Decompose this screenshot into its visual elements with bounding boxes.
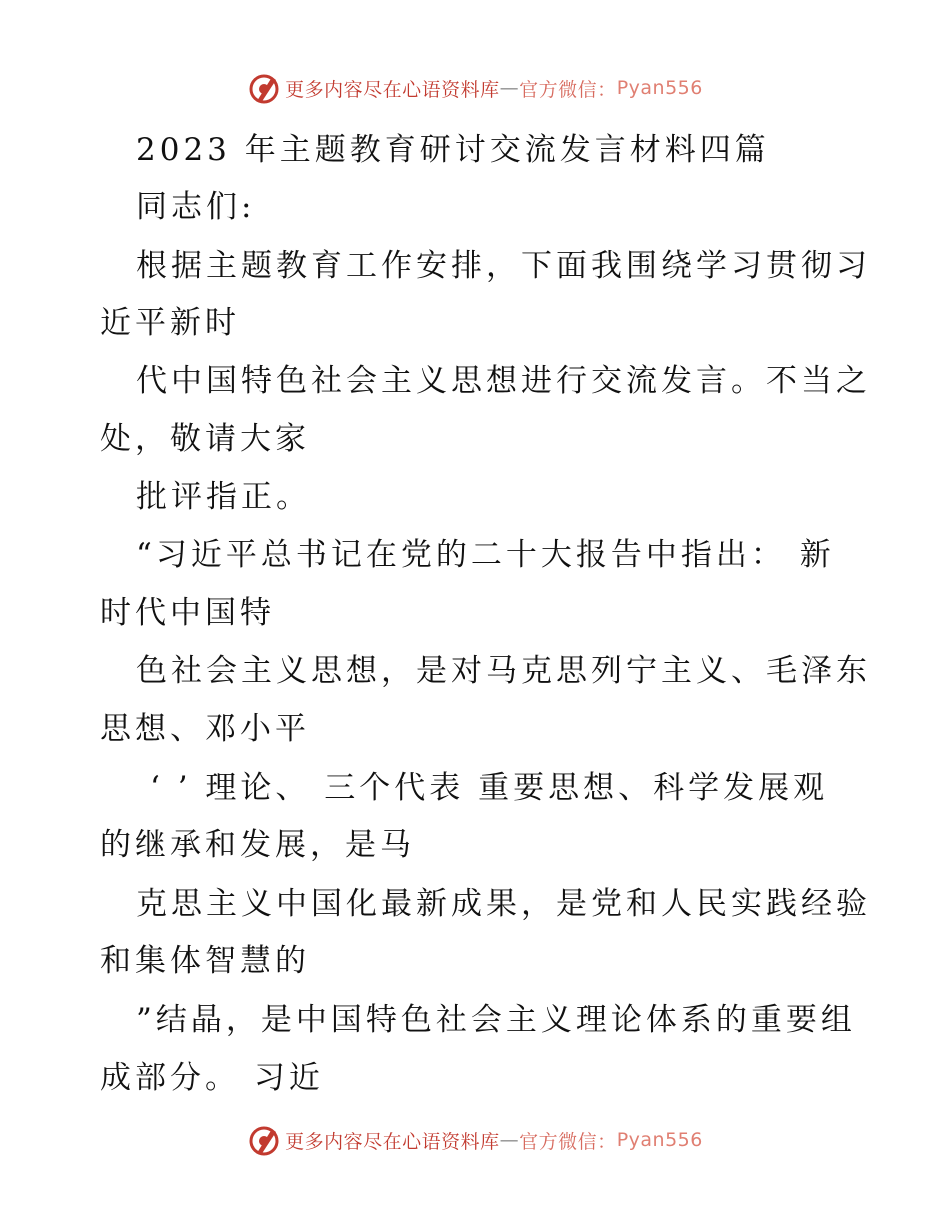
watermark-header [0,68,950,108]
paragraph-line: 处，敬请大家 [100,421,310,457]
watermark-brand: 更多内容尽在心语资料库 [285,78,500,101]
watermark-contact: 官方微信： [519,1130,617,1153]
watermark-wechat-id: Pyan556 [616,1129,703,1151]
watermark-wechat-id: Pyan556 [616,77,703,99]
pen-logo-icon [247,1123,281,1157]
watermark-footer [0,1120,950,1160]
watermark-separator: — [499,1129,520,1151]
paragraph-line: 色社会主义思想，是对马克思列宁主义、毛泽东 [136,653,871,689]
paragraph-line: 代中国特色社会主义思想进行交流发言。不当之 [136,363,871,399]
paragraph-line: 成部分。 习近 [100,1060,324,1096]
pen-logo-icon [247,71,281,105]
watermark-contact: 官方微信： [519,78,617,101]
paragraph-line: ‘ ’ 理论、 三个代表 重要思想、科学发展观 [150,770,829,806]
watermark-separator: — [499,77,520,99]
paragraph-line: ”结晶，是中国特色社会主义理论体系的重要组 [136,1002,856,1038]
watermark-brand: 更多内容尽在心语资料库 [285,1130,500,1153]
paragraph-line: 根据主题教育工作安排，下面我围绕学习贯彻习 [136,248,871,284]
paragraph-line: 时代中国特 [100,595,275,631]
paragraph-line: 和集体智慧的 [100,943,310,979]
paragraph-line: 的继承和发展，是马 [100,827,415,863]
paragraph-line: 思想、邓小平 [100,711,310,747]
paragraph-line: 批评指正。 [136,479,311,515]
salutation: 同志们: [136,189,256,225]
paragraph-line: 克思主义中国化最新成果，是党和人民实践经验 [136,886,871,922]
paragraph-line: “习近平总书记在党的二十大报告中指出： 新 [136,537,835,573]
document-title: 2023 年主题教育研讨交流发言材料四篇 [136,132,770,168]
paragraph-line: 近平新时 [100,305,240,341]
